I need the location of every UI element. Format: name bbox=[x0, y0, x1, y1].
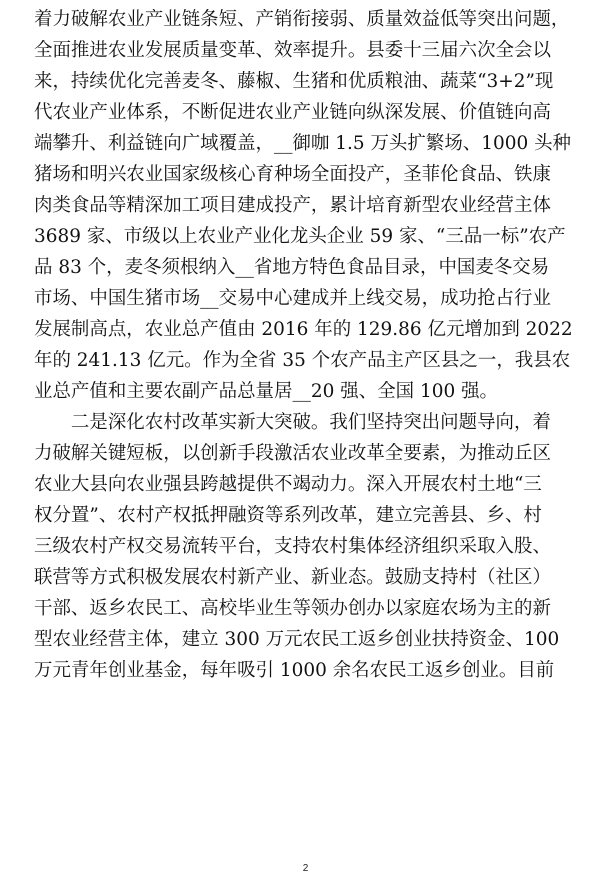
text-line: 业总产值和主要农副产品总量居__20 强、全国 100 强。 bbox=[34, 381, 499, 402]
paragraph-start-line: 二是深化农村改革实新大突破。我们坚持突出问题导向，着 bbox=[34, 412, 551, 433]
text-line: 着力破解农业产业链条短、产销衔接弱、质量效益低等突出问题， bbox=[34, 9, 570, 30]
text-line: 力破解关键短板，以创新手段激活农业改革全要素，为推动丘区 bbox=[34, 443, 551, 464]
text-line: 端攀升、利益链向广域覆盖，__御咖 1.5 万头扩繁场、1000 头种 bbox=[34, 133, 572, 154]
text-line: 全面推进农业发展质量变革、效率提升。县委十三届六次全会以 bbox=[34, 40, 551, 61]
page-number: 2 bbox=[302, 863, 309, 874]
text-line: 猪场和明兴农业国家级核心育种场全面投产，圣菲伦食品、铁康 bbox=[34, 164, 551, 185]
text-line: 联营等方式积极发展农村新产业、新业态。鼓励支持村（社区） bbox=[34, 567, 551, 588]
text-line: 权分置”、农村产权抵押融资等系列改革，建立完善县、乡、村 bbox=[34, 505, 542, 526]
text-line: 代农业产业体系，不断促进农业产业链向纵深发展、价值链向高 bbox=[34, 102, 551, 123]
text-line: 干部、返乡农民工、高校毕业生等领办创办以家庭农场为主的新 bbox=[34, 598, 551, 619]
text-line: 市场、中国生猪市场__交易中心建成并上线交易，成功抢占行业 bbox=[34, 288, 551, 309]
text-line: 肉类食品等精深加工项目建成投产，累计培育新型农业经营主体 bbox=[34, 195, 551, 216]
text-line: 品 83 个，麦冬须根纳入__省地方特色食品目录，中国麦冬交易 bbox=[34, 257, 550, 278]
text-line: 发展制高点，农业总产值由 2016 年的 129.86 亿元增加到 2022 bbox=[34, 319, 573, 340]
text-line: 来，持续优化完善麦冬、藤椒、生猪和优质粮油、蔬菜“3+2”现 bbox=[34, 71, 554, 92]
text-line: 三级农村产权交易流转平台，支持农村集体经济组织采取入股、 bbox=[34, 536, 551, 557]
text-line: 年的 241.13 亿元。作为全省 35 个农产品主产区县之一，我县农 bbox=[34, 350, 571, 371]
text-line: 农业大县向农业强县跨越提供不竭动力。深入开展农村土地“三 bbox=[34, 474, 542, 495]
text-line: 型农业经营主体，建立 300 万元农民工返乡创业扶持资金、100 bbox=[34, 629, 560, 650]
body-text bbox=[34, 4, 594, 686]
text-line: 3689 家、市级以上农业产业化龙头企业 59 家、“三品一标”农产 bbox=[34, 226, 566, 247]
text-line: 万元青年创业基金，每年吸引 1000 余名农民工返乡创业。目前 bbox=[34, 660, 555, 681]
